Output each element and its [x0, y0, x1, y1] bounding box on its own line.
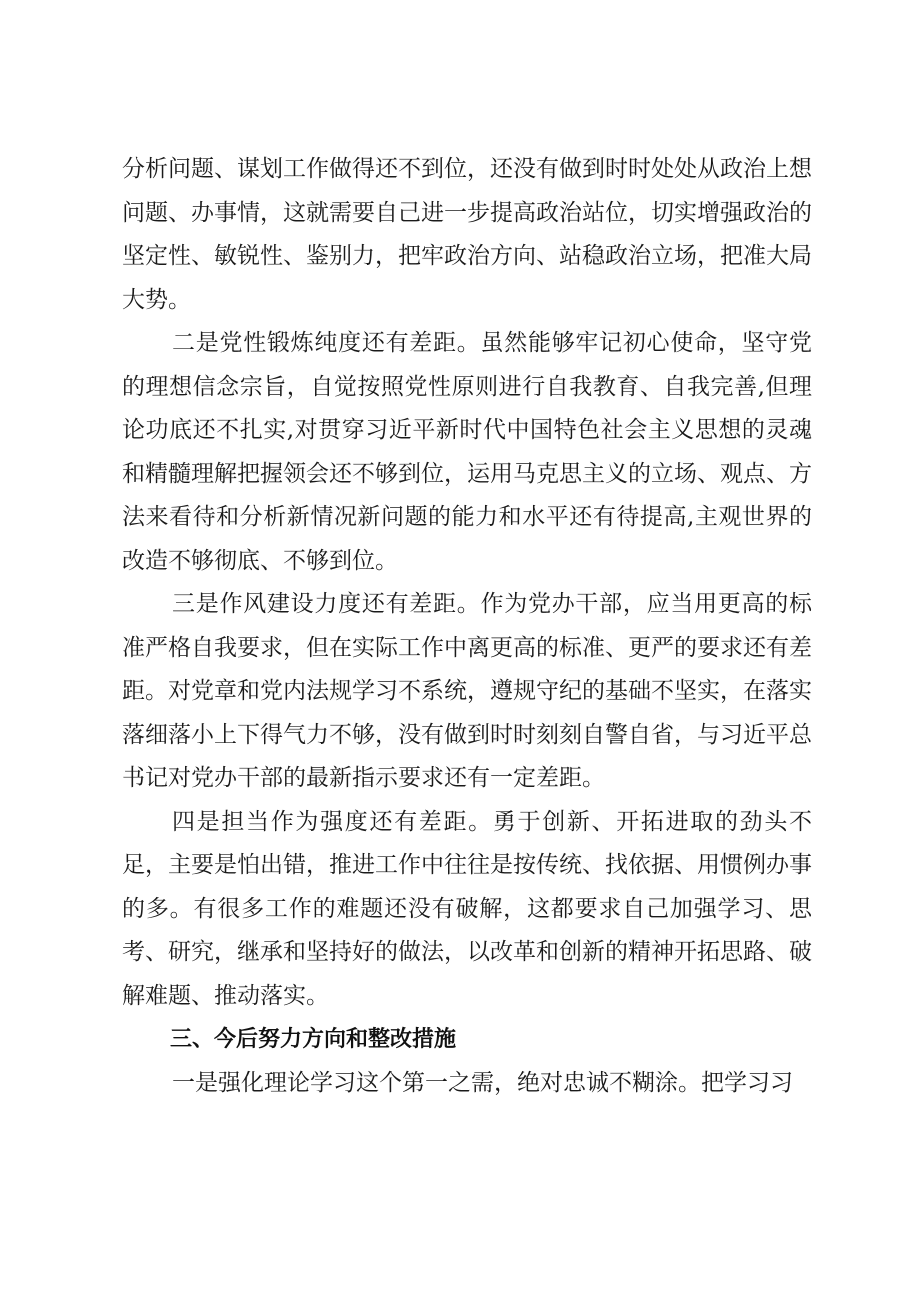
- document-body: [122, 148, 812, 1105]
- paragraph-continuation: 分析问题、谋划工作做得还不到位，还没有做到时时处处从政治上想问题、办事情，这就需要自己进一步提高政治站位，切实增强政治的坚定性、敏锐性、鉴别力，把牢政治方向、站稳政治立场，把准大局大势。: [122, 156, 812, 313]
- paragraph-party-spirit-gap: 二是党性锻炼纯度还有差距。虽然能够牢记初心使命，坚守党的理想信念宗旨，自觉按照党性原则进行自我教育、自我完善,但理论功底还不扎实,对贯穿习近平新时代中国特色社会主义思想的灵魂和精髓理解把握领会还不够到位，运用马克思主义的立场、观点、方法来看待和分析新情况新问题的能力和水平还有待提高,主观世界的改造不够彻底、不够到位。: [122, 330, 812, 574]
- paragraph-work-style-gap: 三是作风建设力度还有差距。作为党办干部，应当用更高的标准严格自我要求，但在实际工作中离更高的标准、更严的要求还有差距。对党章和党内法规学习不系统，遵规守纪的基础不坚实，在落实落细落小上下得气力不够，没有做到时时刻刻自警自省，与习近平总书记对党办干部的最新指示要求还有一定差距。: [122, 591, 812, 791]
- paragraph-theory-study: 一是强化理论学习这个第一之需，绝对忠诚不糊涂。把学习习: [172, 1069, 793, 1096]
- paragraph-responsibility-gap: 四是担当作为强度还有差距。勇于创新、开拓进取的劲头不足，主要是怕出错，推进工作中往往是按传统、找依据、用惯例办事的多。有很多工作的难题还没有破解，这都要求自己加强学习、思考、研究，继承和坚持好的做法，以改革和创新的精神开拓思路、破解难题、推动落实。: [122, 808, 812, 1009]
- section-heading: 三、今后努力方向和整改措施: [170, 1027, 457, 1052]
